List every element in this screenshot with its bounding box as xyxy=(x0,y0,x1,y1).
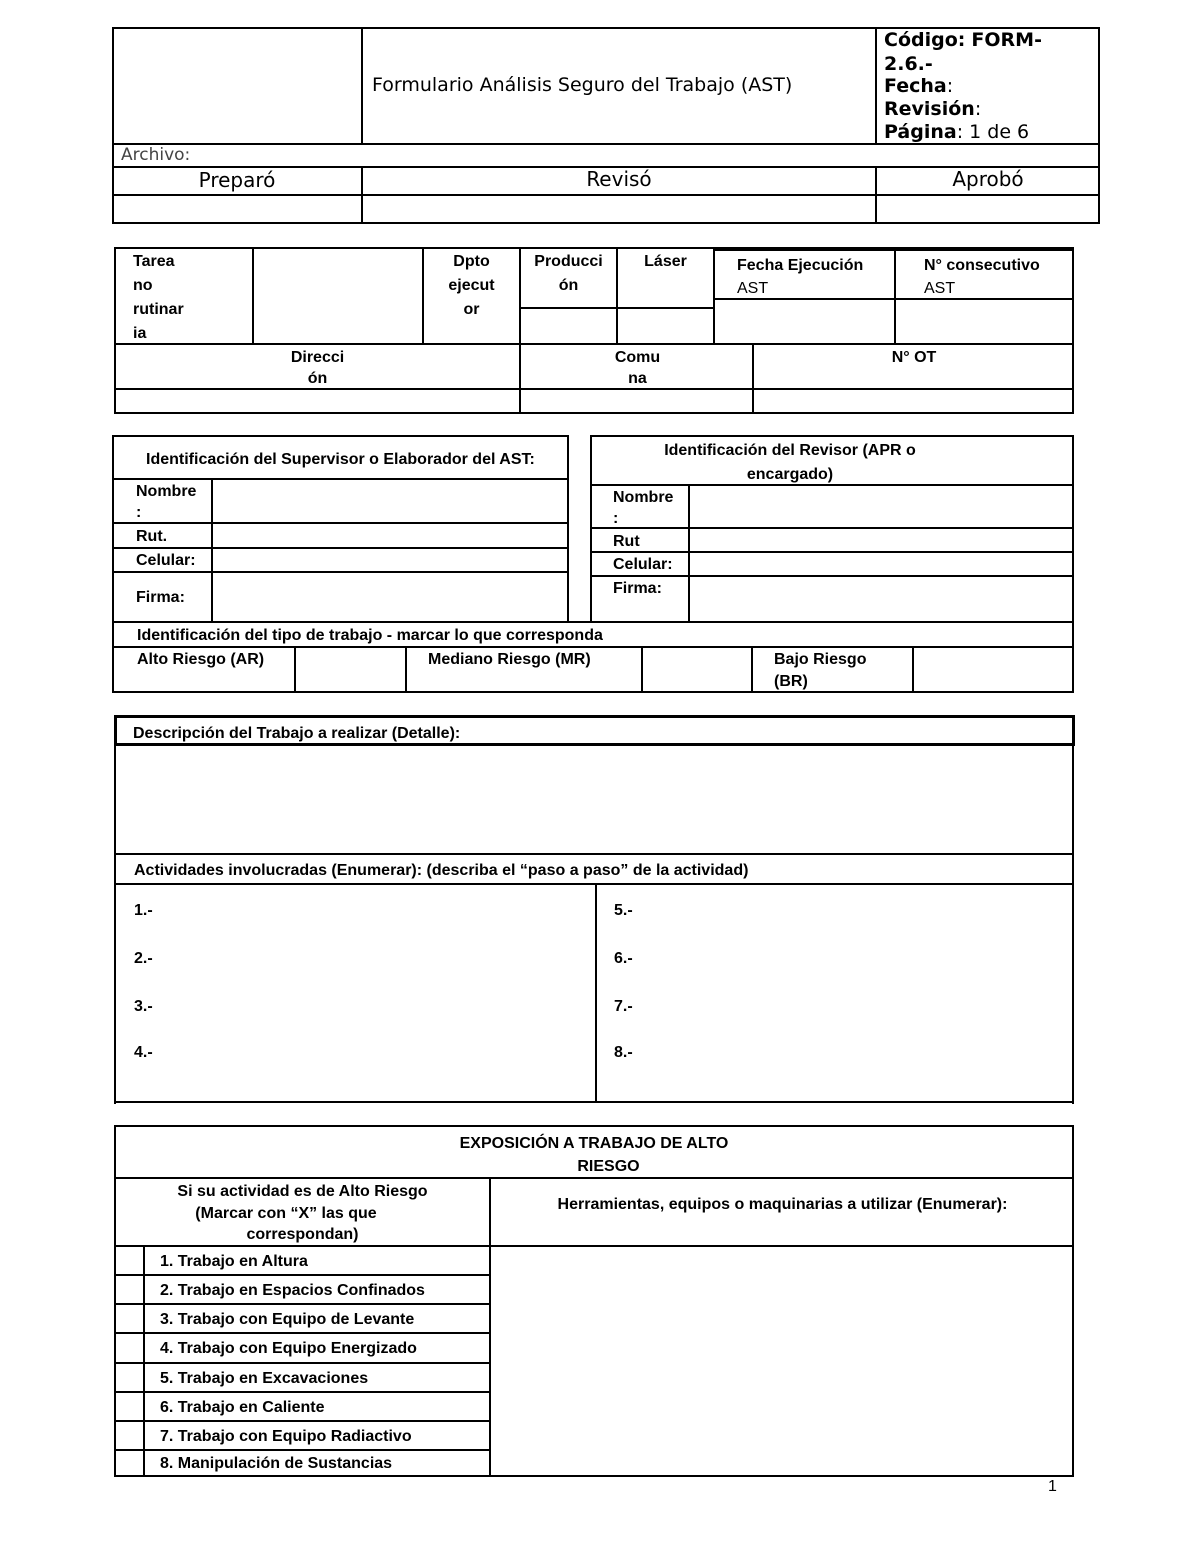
risk-checkbox[interactable] xyxy=(116,1393,143,1420)
exec-date-label-2: AST xyxy=(737,280,769,297)
consecutive-label-2: AST xyxy=(924,280,956,297)
reviewed-field[interactable] xyxy=(363,196,875,223)
date-colon: : xyxy=(946,75,954,97)
ot-label: N° OT xyxy=(891,349,937,366)
reviewer-name-colon: : xyxy=(613,510,619,527)
address-field[interactable] xyxy=(116,390,519,412)
reviewer-name-label: Nombre xyxy=(613,489,674,506)
risk-item: 7. Trabajo con Equipo Radiactivo xyxy=(160,1428,412,1445)
page-value: : 1 de 6 xyxy=(956,121,1030,143)
routine-field[interactable] xyxy=(254,249,422,343)
production-label-1: Producci xyxy=(534,253,603,270)
dept-label-1: Dpto xyxy=(453,253,490,270)
activity-item[interactable]: 3.- xyxy=(134,998,153,1015)
reviewer-rut-input[interactable] xyxy=(690,529,1072,551)
instruction-2: (Marcar con “X” las que xyxy=(195,1205,377,1222)
risk-checkbox[interactable] xyxy=(116,1305,143,1332)
risk-item: 3. Trabajo con Equipo de Levante xyxy=(160,1311,415,1328)
risk-item: 8. Manipulación de Sustancias xyxy=(160,1455,393,1472)
approved-field[interactable] xyxy=(877,196,1098,223)
tools-input[interactable] xyxy=(491,1247,1072,1475)
description-input[interactable] xyxy=(116,746,1072,853)
risk-checkbox[interactable] xyxy=(116,1451,143,1475)
risk-checkbox[interactable] xyxy=(116,1422,143,1449)
dept-label-3: or xyxy=(463,301,480,318)
production-label-2: ón xyxy=(558,277,579,294)
reviewer-rut-label: Rut xyxy=(613,533,640,550)
routine-label-2: no xyxy=(133,277,153,294)
commune-label-1: Comu xyxy=(614,349,661,366)
production-field[interactable] xyxy=(521,309,616,343)
activity-item[interactable]: 5.- xyxy=(614,902,633,919)
address-label-2: ón xyxy=(307,370,328,387)
risk-checkbox[interactable] xyxy=(116,1247,143,1274)
routine-label-1: Tarea xyxy=(133,253,175,270)
page-number: 1 xyxy=(1048,1478,1057,1495)
medium-risk-label: Mediano Riesgo (MR) xyxy=(428,651,591,668)
description-title: Descripción del Trabajo a realizar (Detalle): xyxy=(133,725,461,742)
supervisor-name-label: Nombre xyxy=(136,483,197,500)
revision-colon: : xyxy=(974,98,982,120)
reviewer-name-input[interactable] xyxy=(690,486,1072,527)
activity-item[interactable]: 4.- xyxy=(134,1044,153,1061)
code-value-line2: 2.6.- xyxy=(884,53,933,75)
code-value: FORM- xyxy=(971,29,1042,51)
risk-checkbox[interactable] xyxy=(116,1364,143,1391)
reviewed-label: Revisó xyxy=(586,167,652,191)
activity-item[interactable]: 1.- xyxy=(134,902,153,919)
exposure-title-2: RIESGO xyxy=(577,1158,640,1175)
date-label: Fecha xyxy=(884,75,947,97)
ot-field[interactable] xyxy=(754,390,1072,412)
reviewer-signature-input[interactable] xyxy=(690,577,1072,621)
consecutive-label-1: N° consecutivo xyxy=(924,257,1040,274)
tools-title: Herramientas, equipos o maquinarias a utilizar (Enumerar): xyxy=(557,1196,1008,1213)
risk-item: 1. Trabajo en Altura xyxy=(160,1253,308,1270)
laser-field[interactable] xyxy=(618,309,713,343)
address-label-1: Direcci xyxy=(290,349,345,366)
commune-field[interactable] xyxy=(521,390,752,412)
risk-item: 6. Trabajo en Caliente xyxy=(160,1399,325,1416)
dept-label-2: ejecut xyxy=(448,277,495,294)
file-label: Archivo: xyxy=(121,145,191,165)
code-label: Código: xyxy=(884,29,966,51)
activity-item[interactable]: 7.- xyxy=(614,998,633,1015)
low-risk-checkbox[interactable] xyxy=(914,648,1072,691)
risk-checkbox[interactable] xyxy=(116,1334,143,1362)
laser-label: Láser xyxy=(644,253,687,270)
prepared-field[interactable] xyxy=(114,196,361,223)
commune-label-2: na xyxy=(628,370,647,387)
risk-item: 5. Trabajo en Excavaciones xyxy=(160,1370,369,1387)
routine-label-4: ia xyxy=(133,325,147,342)
reviewer-title-2: encargado) xyxy=(746,466,834,483)
supervisor-name-colon: : xyxy=(136,504,142,521)
low-risk-label-1: Bajo Riesgo xyxy=(774,651,867,668)
high-risk-label: Alto Riesgo (AR) xyxy=(137,651,265,668)
medium-risk-checkbox[interactable] xyxy=(643,648,751,691)
reviewer-signature-label: Firma: xyxy=(613,580,662,597)
supervisor-phone-input[interactable] xyxy=(213,549,567,571)
routine-label-3: rutinar xyxy=(133,301,184,318)
reviewer-title-1: Identificación del Revisor (APR o xyxy=(664,442,916,459)
activity-item[interactable]: 8.- xyxy=(614,1044,633,1061)
reviewer-phone-input[interactable] xyxy=(690,553,1072,575)
activity-item[interactable]: 2.- xyxy=(134,950,153,967)
supervisor-phone-label: Celular: xyxy=(136,552,196,569)
risk-item: 2. Trabajo en Espacios Confinados xyxy=(160,1282,425,1299)
risk-checkbox[interactable] xyxy=(116,1276,143,1303)
work-type-title: Identificación del tipo de trabajo - marcar lo que corresponda xyxy=(137,627,603,644)
reviewer-phone-label: Celular: xyxy=(613,556,673,573)
activities-title: Actividades involucradas (Enumerar): (describa el “paso a paso” de la actividad) xyxy=(134,862,749,879)
exec-date-field[interactable] xyxy=(716,300,894,343)
activity-item[interactable]: 6.- xyxy=(614,950,633,967)
supervisor-title: Identificación del Supervisor o Elaborador del AST: xyxy=(146,451,535,468)
supervisor-rut-input[interactable] xyxy=(213,524,567,547)
approved-label: Aprobó xyxy=(952,167,1024,191)
low-risk-label-2: (BR) xyxy=(774,673,808,690)
supervisor-rut-label: Rut. xyxy=(136,528,168,545)
consecutive-field[interactable] xyxy=(896,300,1072,343)
revision-label: Revisión xyxy=(884,98,975,120)
exec-date-label-1: Fecha Ejecución xyxy=(737,257,864,274)
page-label: Página xyxy=(884,121,957,143)
instruction-1: Si su actividad es de Alto Riesgo xyxy=(177,1183,428,1200)
supervisor-signature-input[interactable] xyxy=(213,573,567,621)
supervisor-signature-label: Firma: xyxy=(136,589,185,606)
exposure-title-1: EXPOSICIÓN A TRABAJO DE ALTO xyxy=(459,1135,729,1152)
supervisor-name-input[interactable] xyxy=(213,480,567,522)
prepared-label: Preparó xyxy=(198,168,276,192)
high-risk-checkbox[interactable] xyxy=(296,648,405,691)
instruction-3: correspondan) xyxy=(246,1226,359,1243)
form-title: Formulario Análisis Seguro del Trabajo (AST) xyxy=(372,74,793,96)
risk-item: 4. Trabajo con Equipo Energizado xyxy=(160,1340,417,1357)
